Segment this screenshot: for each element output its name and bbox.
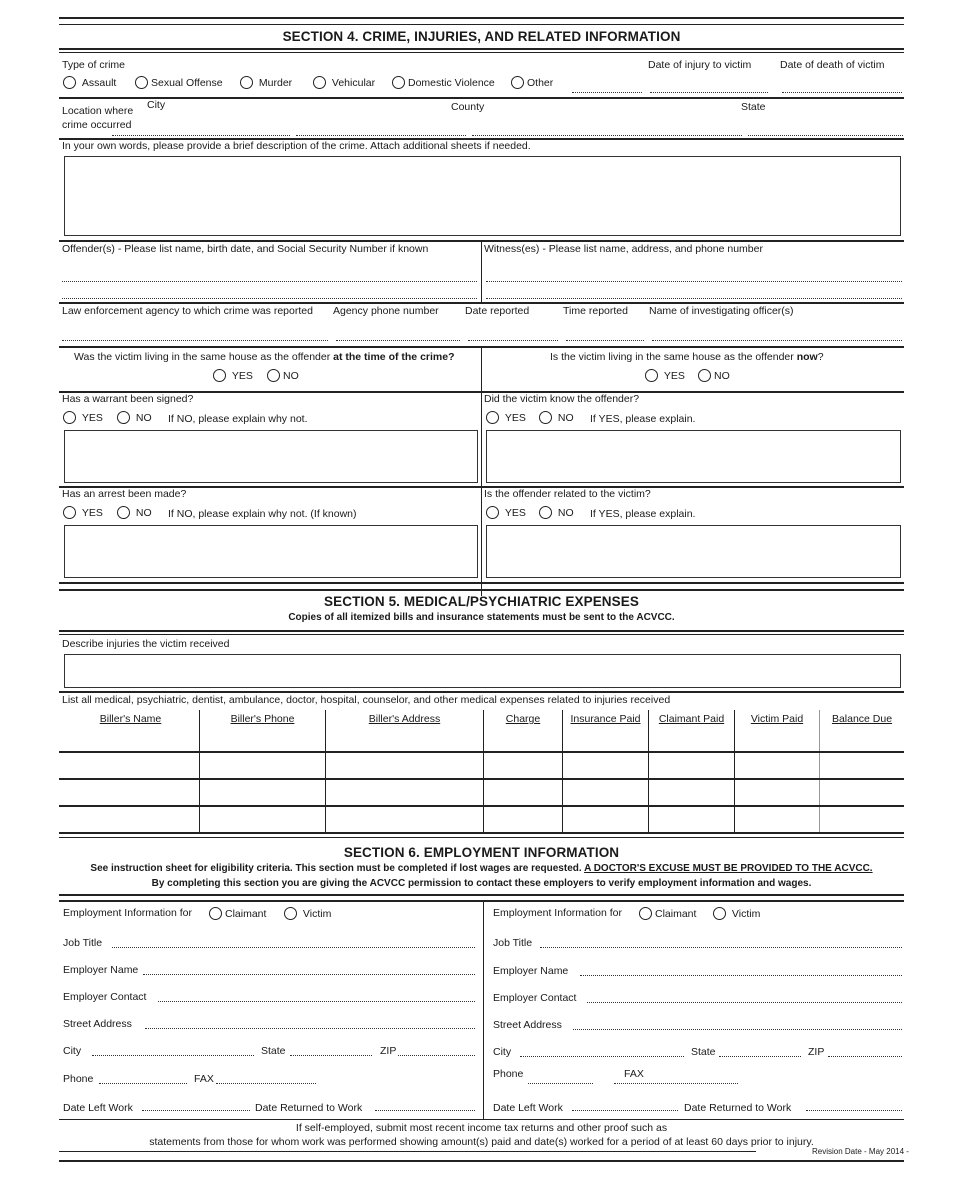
column-divider bbox=[481, 346, 482, 596]
radio-icon[interactable] bbox=[698, 369, 711, 382]
column-divider bbox=[483, 900, 484, 1120]
table-col-divider bbox=[483, 710, 484, 834]
radio-icon[interactable] bbox=[639, 907, 652, 920]
state-label-right: State bbox=[691, 1046, 716, 1058]
same-house-now-question: Is the victim living in the same house as the offender now? bbox=[550, 351, 824, 363]
emp-for-label-right: Employment Information for bbox=[493, 907, 622, 919]
radio-icon[interactable] bbox=[313, 76, 326, 89]
location-label-1: Location where bbox=[62, 105, 134, 117]
related-yes[interactable]: YES bbox=[486, 506, 526, 519]
location-extra-field[interactable] bbox=[472, 135, 742, 136]
arrest-no[interactable]: NO bbox=[117, 506, 152, 519]
table-row[interactable] bbox=[59, 805, 904, 807]
phone-field-left[interactable] bbox=[99, 1083, 187, 1084]
employer-contact-field-right[interactable] bbox=[587, 1002, 902, 1003]
emp-for-victim-right[interactable]: Victim bbox=[713, 907, 760, 920]
job-title-label-right: Job Title bbox=[493, 937, 533, 949]
emp-for-claimant-left[interactable]: Claimant bbox=[209, 907, 266, 920]
radio-icon[interactable] bbox=[486, 506, 499, 519]
fax-label-right: FAX bbox=[624, 1068, 644, 1080]
employer-contact-field-left[interactable] bbox=[158, 1001, 475, 1002]
state-field[interactable] bbox=[748, 135, 903, 136]
date-returned-field-right[interactable] bbox=[806, 1110, 902, 1111]
radio-icon[interactable] bbox=[63, 411, 76, 424]
street-address-label-right: Street Address bbox=[493, 1019, 562, 1031]
radio-icon[interactable] bbox=[284, 907, 297, 920]
zip-label-left: ZIP bbox=[380, 1045, 397, 1057]
same-house-then-no[interactable]: NO bbox=[267, 369, 299, 382]
phone-field-right[interactable] bbox=[528, 1083, 593, 1084]
col-billers-address: Biller's Address bbox=[368, 713, 441, 725]
city-label-left: City bbox=[63, 1045, 82, 1057]
zip-field-right[interactable] bbox=[828, 1056, 902, 1057]
offender-label: Offender(s) - Please list name, birth date, and Social Security Number if known bbox=[62, 243, 429, 255]
divider bbox=[59, 900, 904, 902]
divider bbox=[59, 630, 904, 632]
divider bbox=[59, 1119, 904, 1120]
city-field-right[interactable] bbox=[520, 1056, 684, 1057]
date-reported-field[interactable] bbox=[468, 340, 558, 341]
crime-option-other[interactable]: Other bbox=[511, 76, 553, 89]
injuries-label: Describe injuries the victim received bbox=[62, 638, 230, 650]
table-row[interactable] bbox=[59, 832, 904, 834]
table-col-divider bbox=[819, 710, 820, 834]
self-employed-note-1: If self-employed, submit most recent income tax returns and other proof such as bbox=[295, 1122, 668, 1134]
know-offender-yes[interactable]: YES bbox=[486, 411, 526, 424]
arrest-explain-textarea[interactable] bbox=[64, 525, 478, 578]
description-label: In your own words, please provide a brief description of the crime. Attach additional sheets if needed. bbox=[62, 140, 531, 152]
employer-name-field-right[interactable] bbox=[580, 975, 902, 976]
top-rule bbox=[59, 17, 904, 19]
date-left-label-right: Date Left Work bbox=[493, 1102, 563, 1114]
table-col-divider bbox=[562, 710, 563, 834]
law-agency-label: Law enforcement agency to which crime was reported bbox=[62, 305, 313, 317]
divider bbox=[59, 691, 904, 693]
officer-field[interactable] bbox=[652, 340, 902, 341]
section4-title-rule-thin bbox=[59, 52, 904, 53]
related-label: Is the offender related to the victim? bbox=[484, 488, 651, 500]
radio-icon[interactable] bbox=[117, 411, 130, 424]
radio-icon[interactable] bbox=[135, 76, 148, 89]
crime-option-assault[interactable]: Assault bbox=[63, 76, 116, 89]
date-returned-label-left: Date Returned to Work bbox=[255, 1102, 363, 1114]
section4-title: SECTION 4. CRIME, INJURIES, AND RELATED INFORMATION bbox=[282, 29, 681, 44]
state-field-left[interactable] bbox=[290, 1055, 372, 1056]
date-returned-field-left[interactable] bbox=[375, 1110, 475, 1111]
job-title-label-left: Job Title bbox=[63, 937, 103, 949]
same-house-now-no[interactable]: NO bbox=[698, 369, 730, 382]
section6-title: SECTION 6. EMPLOYMENT INFORMATION bbox=[343, 845, 620, 860]
law-agency-field[interactable] bbox=[62, 340, 328, 341]
divider-thin bbox=[59, 634, 904, 635]
agency-phone-label: Agency phone number bbox=[333, 305, 439, 317]
same-house-then-question: Was the victim living in the same house as the offender at the time of the crime? bbox=[74, 351, 455, 363]
radio-icon[interactable] bbox=[267, 369, 280, 382]
warrant-explain-textarea[interactable] bbox=[64, 430, 478, 483]
employer-contact-label-left: Employer Contact bbox=[63, 991, 147, 1003]
know-offender-explain-label: If YES, please explain. bbox=[590, 413, 696, 425]
employer-contact-label-right: Employer Contact bbox=[493, 992, 577, 1004]
street-address-field-right[interactable] bbox=[573, 1029, 902, 1030]
radio-icon[interactable] bbox=[63, 506, 76, 519]
related-explain-textarea[interactable] bbox=[486, 525, 901, 578]
col-billers-phone: Biller's Phone bbox=[230, 713, 295, 725]
col-claimant-paid: Claimant Paid bbox=[658, 713, 725, 725]
divider bbox=[59, 302, 904, 304]
date-injury-label: Date of injury to victim bbox=[648, 59, 752, 71]
county-label: County bbox=[451, 101, 485, 113]
employer-name-field-left[interactable] bbox=[143, 974, 475, 975]
fax-field-right[interactable] bbox=[614, 1083, 738, 1084]
radio-icon[interactable] bbox=[240, 76, 253, 89]
section6-instruction-2: By completing this section you are giving the ACVCC permission to contact these employers to verify employment information and wages. bbox=[151, 878, 812, 889]
crime-option-sexual-offense[interactable]: Sexual Offense bbox=[135, 76, 223, 89]
radio-icon[interactable] bbox=[539, 506, 552, 519]
divider bbox=[59, 582, 904, 584]
warrant-explain-label: If NO, please explain why not. bbox=[168, 413, 308, 425]
bottom-rule bbox=[59, 1151, 756, 1152]
section5-rule bbox=[59, 589, 904, 591]
warrant-no[interactable]: NO bbox=[117, 411, 152, 424]
witness-field-1[interactable] bbox=[486, 281, 902, 282]
column-divider bbox=[481, 240, 482, 302]
table-col-divider bbox=[325, 710, 326, 834]
phone-label-left: Phone bbox=[63, 1073, 94, 1085]
radio-icon[interactable] bbox=[486, 411, 499, 424]
radio-icon[interactable] bbox=[392, 76, 405, 89]
warrant-label: Has a warrant been signed? bbox=[62, 393, 194, 405]
arrest-label: Has an arrest been made? bbox=[62, 488, 187, 500]
phone-label-right: Phone bbox=[493, 1068, 524, 1080]
know-offender-label: Did the victim know the offender? bbox=[484, 393, 640, 405]
radio-icon[interactable] bbox=[63, 76, 76, 89]
time-reported-label: Time reported bbox=[563, 305, 628, 317]
warrant-yes[interactable]: YES bbox=[63, 411, 103, 424]
section4-title-rule bbox=[59, 48, 904, 50]
city-label-right: City bbox=[493, 1046, 512, 1058]
emp-for-claimant-right[interactable]: Claimant bbox=[639, 907, 696, 920]
date-returned-label-right: Date Returned to Work bbox=[684, 1102, 792, 1114]
job-title-field-left[interactable] bbox=[112, 947, 475, 948]
know-offender-no[interactable]: NO bbox=[539, 411, 574, 424]
table-col-divider bbox=[648, 710, 649, 834]
radio-icon[interactable] bbox=[539, 411, 552, 424]
state-label: State bbox=[741, 101, 766, 113]
col-charge: Charge bbox=[505, 713, 541, 725]
zip-label-right: ZIP bbox=[808, 1046, 825, 1058]
radio-icon[interactable] bbox=[117, 506, 130, 519]
fax-label-left: FAX bbox=[194, 1073, 214, 1085]
divider bbox=[59, 894, 904, 896]
job-title-field-right[interactable] bbox=[540, 947, 902, 948]
section5-subtitle: Copies of all itemized bills and insurance statements must be sent to the ACVCC. bbox=[288, 612, 675, 623]
know-offender-explain-textarea[interactable] bbox=[486, 430, 901, 483]
witness-field-2[interactable] bbox=[486, 298, 902, 299]
arrest-yes[interactable]: YES bbox=[63, 506, 103, 519]
radio-icon[interactable] bbox=[713, 907, 726, 920]
witness-label: Witness(es) - Please list name, address, and phone number bbox=[484, 243, 763, 255]
table-col-divider bbox=[199, 710, 200, 834]
date-injury-field[interactable] bbox=[650, 92, 768, 93]
col-victim-paid: Victim Paid bbox=[750, 713, 804, 725]
zip-field-left[interactable] bbox=[398, 1055, 475, 1056]
crime-option-vehicular[interactable]: Vehicular bbox=[313, 76, 375, 89]
city-field[interactable] bbox=[112, 135, 290, 136]
location-label-2: crime occurred bbox=[62, 119, 132, 131]
divider bbox=[59, 97, 904, 99]
related-explain-label: If YES, please explain. bbox=[590, 508, 696, 520]
related-no[interactable]: NO bbox=[539, 506, 574, 519]
street-address-field-left[interactable] bbox=[145, 1028, 475, 1029]
date-left-label-left: Date Left Work bbox=[63, 1102, 133, 1114]
table-col-divider bbox=[734, 710, 735, 834]
col-insurance-paid: Insurance Paid bbox=[570, 713, 641, 725]
date-death-field[interactable] bbox=[782, 92, 902, 93]
employer-name-label-left: Employer Name bbox=[63, 964, 139, 976]
city-label: City bbox=[147, 99, 166, 111]
emp-for-victim-left[interactable]: Victim bbox=[284, 907, 331, 920]
divider-thin bbox=[59, 837, 904, 838]
state-field-right[interactable] bbox=[719, 1056, 801, 1057]
arrest-explain-label: If NO, please explain why not. (If known) bbox=[168, 508, 357, 520]
time-reported-field[interactable] bbox=[566, 340, 644, 341]
expenses-list-label: List all medical, psychiatric, dentist, ambulance, doctor, hospital, counselor, and other medical expenses related to injuries received bbox=[62, 694, 671, 706]
bottom-rule-thick bbox=[59, 1160, 904, 1162]
revision-date: Revision Date - May 2014 - bbox=[812, 1147, 909, 1156]
date-left-field-right[interactable] bbox=[572, 1110, 678, 1111]
offender-field-1[interactable] bbox=[62, 281, 477, 282]
type-of-crime-label: Type of crime bbox=[62, 59, 126, 71]
county-field[interactable] bbox=[296, 135, 466, 136]
emp-for-label-left: Employment Information for bbox=[63, 907, 192, 919]
date-death-label: Date of death of victim bbox=[780, 59, 885, 71]
street-address-label-left: Street Address bbox=[63, 1018, 132, 1030]
table-row[interactable] bbox=[59, 778, 904, 780]
date-reported-label: Date reported bbox=[465, 305, 530, 317]
city-field-left[interactable] bbox=[92, 1055, 254, 1056]
agency-phone-field[interactable] bbox=[336, 340, 460, 341]
section5-title: SECTION 5. MEDICAL/PSYCHIATRIC EXPENSES bbox=[324, 594, 639, 609]
col-billers-name: Biller's Name bbox=[99, 713, 162, 725]
col-balance-due: Balance Due bbox=[831, 713, 893, 725]
radio-icon[interactable] bbox=[645, 369, 658, 382]
other-crime-field[interactable] bbox=[572, 92, 642, 93]
radio-icon[interactable] bbox=[511, 76, 524, 89]
officer-label: Name of investigating officer(s) bbox=[649, 305, 794, 317]
date-left-field-left[interactable] bbox=[142, 1110, 250, 1111]
injuries-textarea[interactable] bbox=[64, 654, 901, 688]
fax-field-left[interactable] bbox=[216, 1083, 316, 1084]
table-row[interactable] bbox=[59, 751, 904, 753]
radio-icon[interactable] bbox=[213, 369, 226, 382]
state-label-left: State bbox=[261, 1045, 286, 1057]
radio-icon[interactable] bbox=[209, 907, 222, 920]
top-rule-thin bbox=[59, 24, 904, 25]
employer-name-label-right: Employer Name bbox=[493, 965, 569, 977]
same-house-then-yes[interactable]: YES bbox=[213, 369, 253, 382]
description-textarea[interactable] bbox=[64, 156, 901, 236]
self-employed-note-2: statements from those for whom work was performed showing amount(s) paid and date(s) worked for a period of at least 60 days prior to injury. bbox=[149, 1136, 814, 1148]
section6-instruction-1: See instruction sheet for eligibility criteria. This section must be completed if lost wages are requested. A DOCTOR'S EXCUSE MUST BE PROVIDED TO THE ACVCC. bbox=[90, 863, 873, 874]
crime-option-domestic-violence[interactable]: Domestic Violence bbox=[392, 76, 495, 89]
offender-field-2[interactable] bbox=[62, 298, 477, 299]
same-house-now-yes[interactable]: YES bbox=[645, 369, 685, 382]
crime-option-murder[interactable]: Murder bbox=[240, 76, 292, 89]
